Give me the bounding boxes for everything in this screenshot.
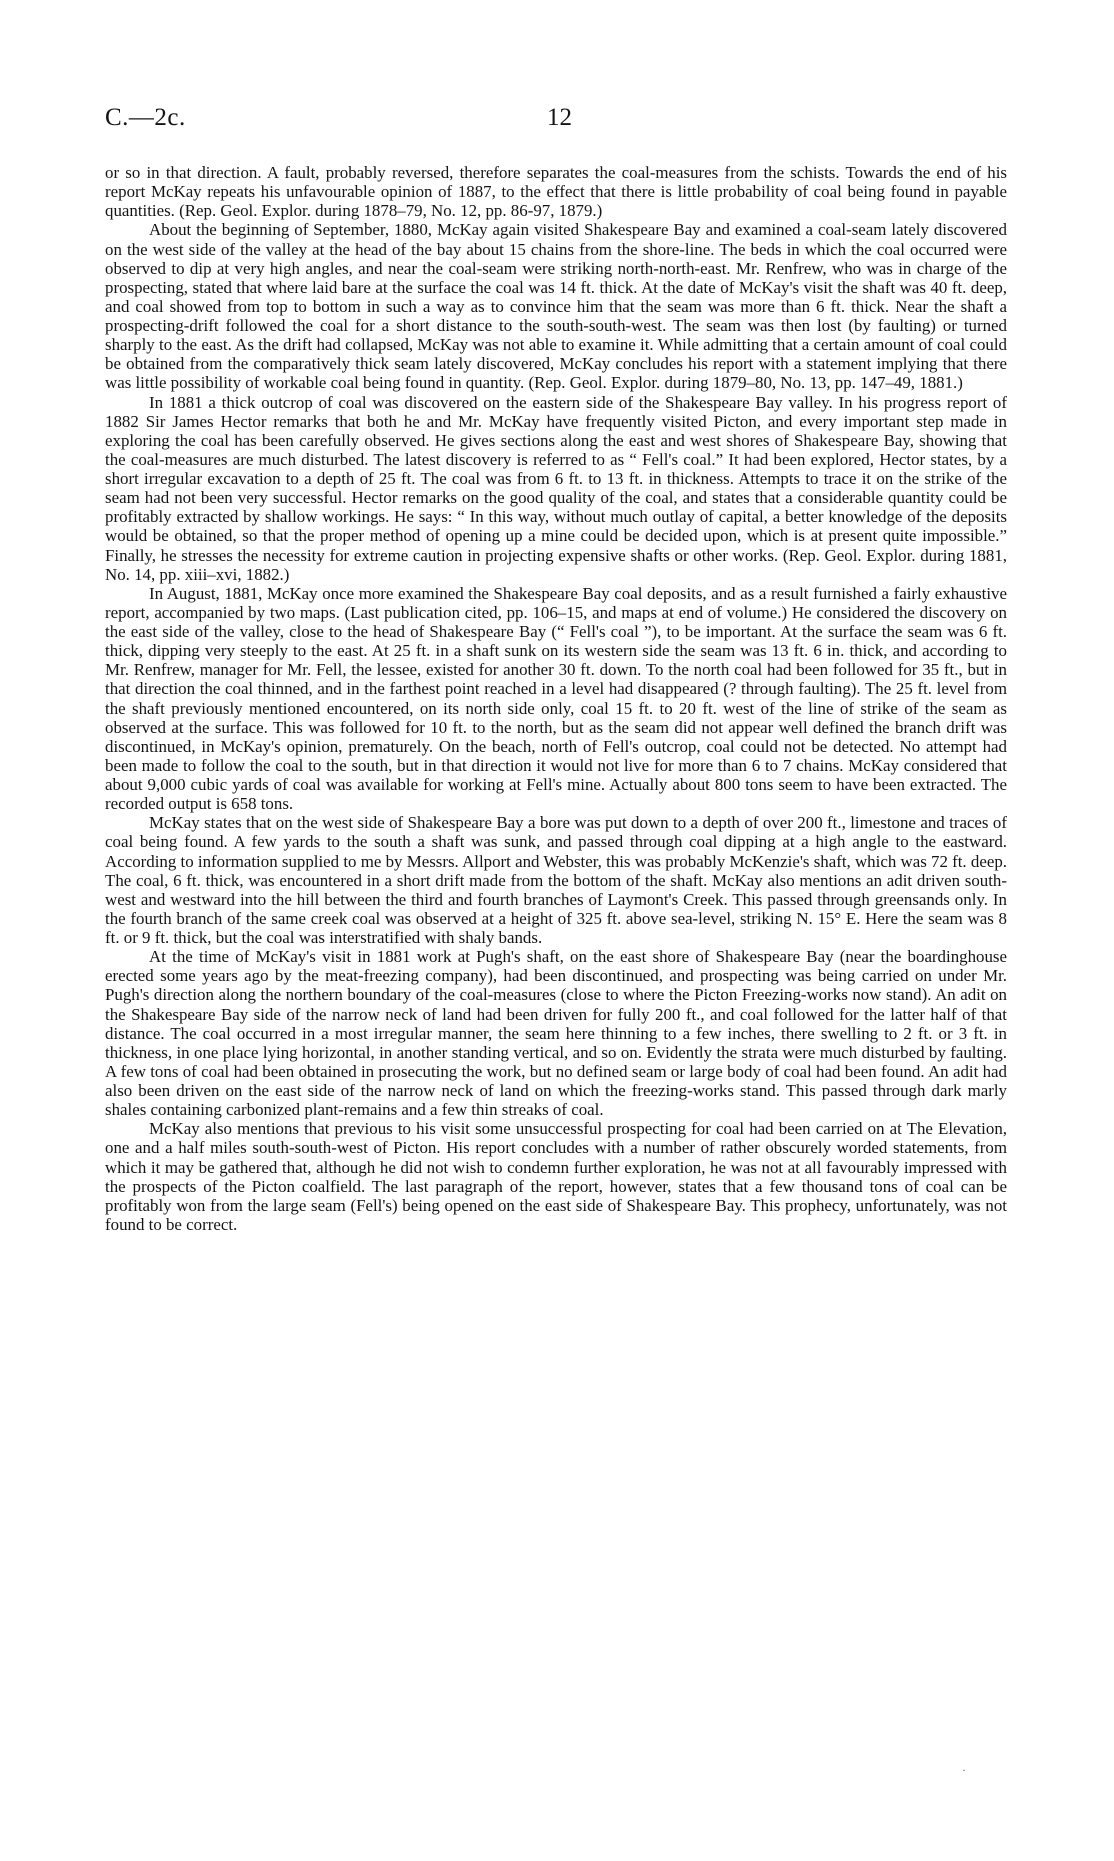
body-text — [105, 163, 1007, 1234]
paragraph-august-1881-report: In August, 1881, McKay once more examined the Shakespeare Bay coal deposits, and as a result furnished a fairly exhaustive report, accompanied by two maps. (Last publication cited, pp. 106–15, and maps at end of volume.) He considered the discovery on the east side of the valley, close to the head of Shakespeare Bay (“ Fell's coal ”), to be important. At the surface the seam was 6 ft. thick, dipping very steeply to the east. At 25 ft. in a shaft sunk on its western side the seam was 13 ft. 6 in. thick, and according to Mr. Renfrew, manager for Mr. Fell, the lessee, existed for another 30 ft. down. To the north coal had been followed for 35 ft., but in that direction the coal thinned, and in the farthest point reached in a level had disappeared (? through faulting). The 25 ft. level from the shaft previously mentioned encountered, on its north side only, coal 15 ft. to 20 ft. west of the line of strike of the seam as observed at the surface. This was followed for 10 ft. to the north, but as the seam did not appear well defined the branch drift was discontinued, in McKay's opinion, prematurely. On the beach, north of Fell's outcrop, coal could not be detected. No attempt had been made to follow the coal to the south, but in that direction it would not live for more than 6 to 7 chains. McKay considered that about 9,000 cubic yards of coal was available for working at Fell's mine. Actually about 800 tons seem to have been extracted. The recorded output is 658 tons. — [105, 583, 1007, 814]
paragraph-pughs-shaft: At the time of McKay's visit in 1881 work at Pugh's shaft, on the east shore of Shakespeare Bay (near the boardinghouse erected some years ago by the meat-freezing company), had been discontinued, and prospecting was being carried on under Mr. Pugh's direction along the northern boundary of the coal-measures (close to where the Picton Freezing-works now stand). An adit on the Shakespeare Bay side of the narrow neck of land had been driven for fully 200 ft., and coal followed for the latter half of that distance. The coal occurred in a most irregular manner, the seam here thinning to a few inches, there swelling to 2 ft. or 3 ft. in thickness, in one place lying horizontal, in another standing vertical, and so on. Evidently the strata were much disturbed by faulting. A few tons of coal had been obtained in prosecuting the work, but no defined seam or large body of coal had been found. An adit had also been driven on the east side of the narrow neck of land on which the freezing-works stand. This passed through dark marly shales containing carbonized plant-remains and a few thin streaks of coal. — [105, 947, 1007, 1120]
page-header — [105, 104, 1005, 138]
paragraph-mckay-1880-visit: About the beginning of September, 1880, McKay again visited Shakespeare Bay and examined a coal-seam lately discovered on the west side of the valley at the head of the bay about 15 chains from the shore-line. The beds in which the coal occurred were observed to dip at very high angles, and near the coal-seam were striking north-north-east. Mr. Renfrew, who was in charge of the prospecting, stated that where laid bare at the surface the coal was 14 ft. thick. At the date of McKay's visit the shaft was 40 ft. deep, and coal showed from top to bottom in such a way as to convince him that the seam was more than 6 ft. thick. Near the shaft a prospecting-drift followed the coal for a short distance to the south-south-west. The seam was then lost (by faulting) or turned sharply to the east. As the drift had collapsed, McKay was not able to examine it. While admitting that a certain amount of coal could be obtained from the comparatively thick seam lately discovered, McKay concludes his report with a statement implying that there was little possibility of workable coal being found in quantity. (Rep. Geol. Explor. during 1879–80, No. 13, pp. 147–49, 1881.) — [105, 220, 1007, 393]
document-code: C.—2c. — [105, 104, 186, 131]
paragraph-fells-coal-1881: In 1881 a thick outcrop of coal was discovered on the eastern side of the Shakespeare Bay valley. In his progress report of 1882 Sir James Hector remarks that both he and Mr. McKay have frequently visited Picton, and every important step made in exploring the coal has been carefully observed. He gives sections along the east and west shores of Shakespeare Bay, showing that the coal-measures are much disturbed. The latest discovery is referred to as “ Fell's coal.” It had been explored, Hector states, by a short irregular excavation to a depth of 25 ft. The coal was from 6 ft. to 13 ft. in thickness. Attempts to trace it on the strike of the seam had not been very successful. Hector remarks on the good quality of the coal, and states that a considerable quantity could be profitably extracted by shallow workings. He says: “ In this way, without much outlay of capital, a better knowledge of the deposits would be obtained, so that the proper method of opening up a mine could be decided upon, which is at present quite impossible.” Finally, he stresses the necessity for extreme caution in projecting expensive shafts or other works. (Rep. Geol. Explor. during 1881, No. 14, pp. xiii–xvi, 1882.) — [105, 392, 1007, 584]
paragraph-west-side-bore: McKay states that on the west side of Shakespeare Bay a bore was put down to a depth of over 200 ft., limestone and traces of coal being found. A few yards to the south a shaft was sunk, and passed through coal dipping at a high angle to the eastward. According to information supplied to me by Messrs. Allport and Webster, this was probably McKenzie's shaft, which was 72 ft. deep. The coal, 6 ft. thick, was encountered in a short drift made from the bottom of the shaft. McKay also mentions an adit driven south-west and westward into the hill between the third and fourth branches of Laymont's Creek. This passed through greensands only. In the fourth branch of the same creek coal was observed at a height of 325 ft. above sea-level, striking N. 15° E. Here the seam was 8 ft. or 9 ft. thick, but the coal was interstratified with shaly bands. — [105, 813, 1007, 947]
page-number: 12 — [547, 104, 572, 131]
stray-mark: · — [962, 1763, 966, 1777]
paragraph-the-elevation: McKay also mentions that previous to his visit some unsuccessful prospecting for coal had been carried on at The Elevation, one and a half miles south-south-west of Picton. His report concludes with a number of rather obscurely worded statements, from which it may be gathered that, although he did not wish to condemn further exploration, he was not at all favourably impressed with the prospects of the Picton coalfield. The last paragraph of the report, however, states that a few thousand tons of coal can be profitably won from the large seam (Fell's) being opened on the east side of Shakespeare Bay. This prophecy, unfortunately, was not found to be correct. — [105, 1119, 1007, 1234]
paragraph-continued: or so in that direction. A fault, probably reversed, therefore separates the coal-measures from the schists. Towards the end of his report McKay repeats his unfavourable opinion of 1887, to the effect that there is little probability of coal being found in payable quantities. (Rep. Geol. Explor. during 1878–79, No. 12, pp. 86-97, 1879.) — [105, 163, 1007, 221]
